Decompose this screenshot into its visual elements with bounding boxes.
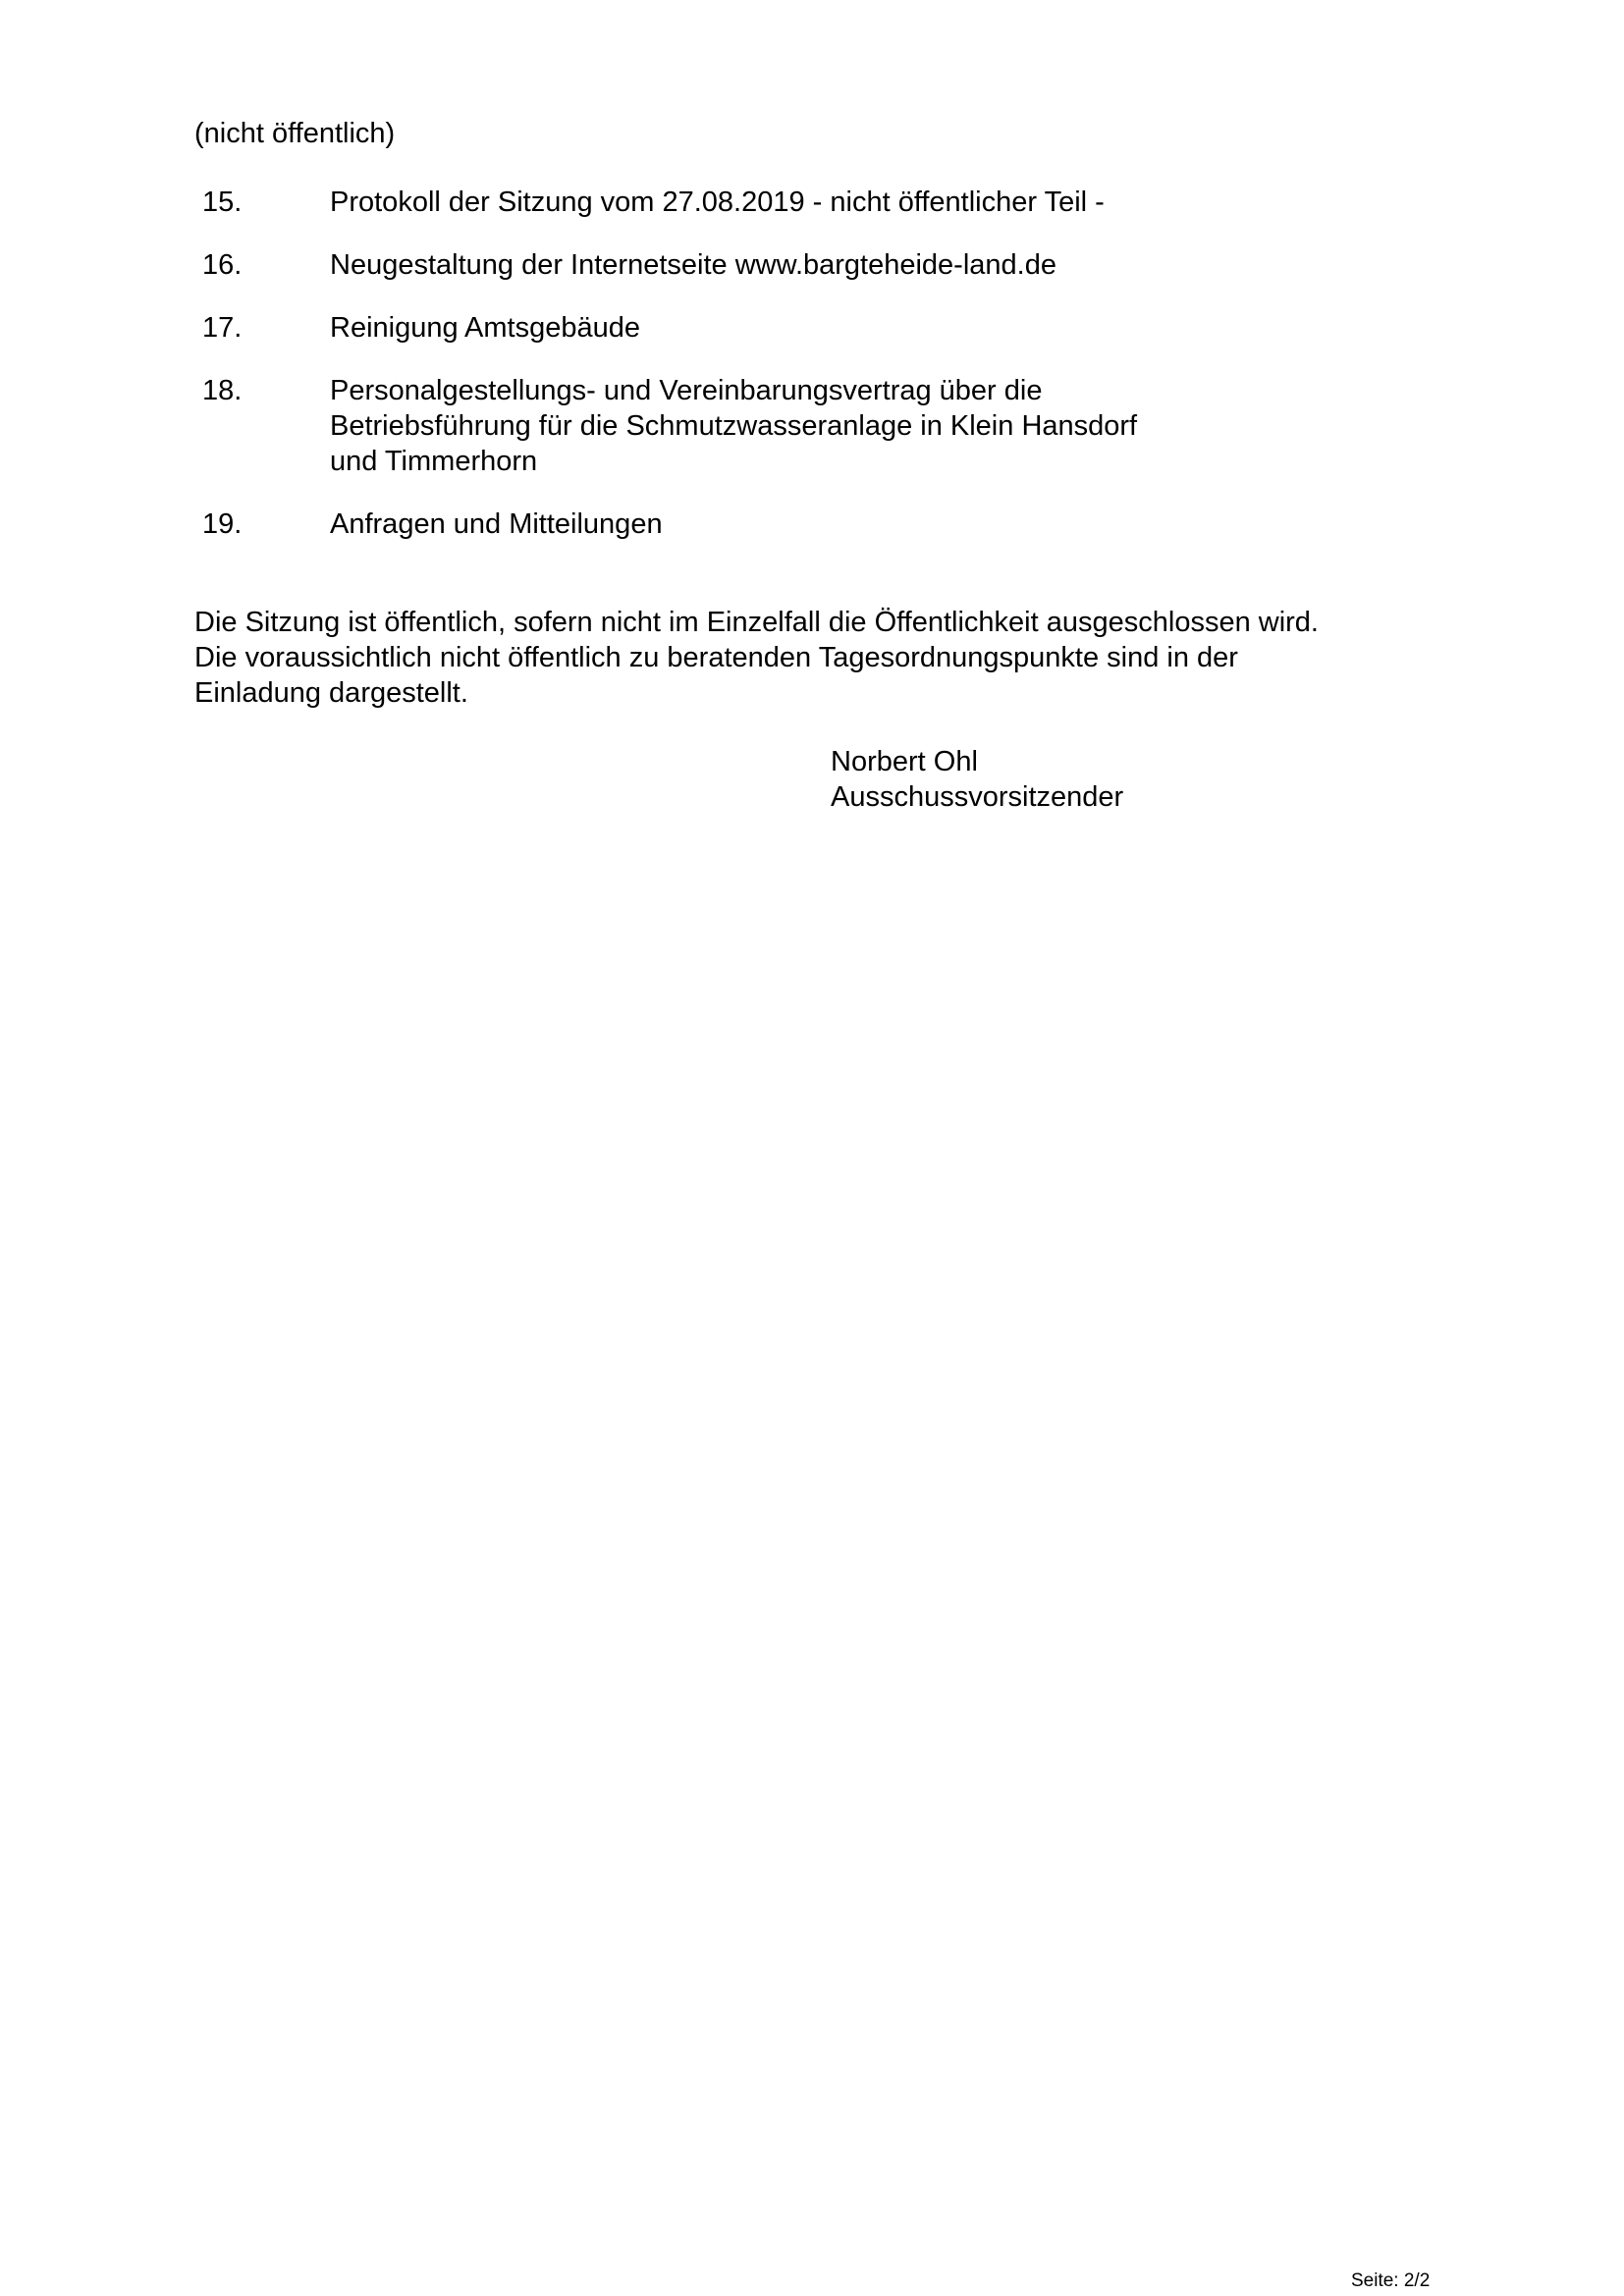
signatory-title: Ausschussvorsitzender xyxy=(831,781,1124,813)
agenda-item xyxy=(194,247,1373,283)
note-line: Die Sitzung ist öffentlich, sofern nicht im Einzelfall die Öffentlichkeit ausgeschlossen wird. xyxy=(194,607,1319,638)
agenda-item-number: 19. xyxy=(202,508,243,540)
agenda-item xyxy=(194,310,1373,346)
agenda-item xyxy=(194,507,1373,542)
agenda-item xyxy=(194,373,1373,479)
agenda-item-number: 16. xyxy=(202,249,243,281)
agenda-item-text: Neugestaltung der Internetseite www.bargteheide-land.de xyxy=(330,249,1056,281)
signatory-name: Norbert Ohl xyxy=(831,746,978,777)
agenda-list xyxy=(194,185,1373,569)
section-label: (nicht öffentlich) xyxy=(194,118,396,149)
page-number: Seite: 2/2 xyxy=(1351,2270,1431,2291)
agenda-item-text: Anfragen und Mitteilungen xyxy=(330,508,663,540)
agenda-item-text: Personalgestellungs- und Vereinbarungsvertrag über die Betriebsführung für die Schmutzwasseranlage in Klein Hansdorf und Timmerhorn xyxy=(330,375,1138,477)
agenda-item-text: Protokoll der Sitzung vom 27.08.2019 - nicht öffentlicher Teil - xyxy=(330,187,1105,218)
public-session-note xyxy=(194,605,1471,711)
agenda-item-number: 15. xyxy=(202,187,243,218)
agenda-item-number: 17. xyxy=(202,312,243,344)
agenda-item xyxy=(194,185,1373,220)
note-line: Einladung dargestellt. xyxy=(194,677,468,709)
agenda-item-text: Reinigung Amtsgebäude xyxy=(330,312,641,344)
note-line: Die voraussichtlich nicht öffentlich zu beratenden Tagesordnungspunkte sind in der xyxy=(194,642,1238,673)
agenda-item-number: 18. xyxy=(202,375,243,406)
signature-block xyxy=(831,744,1123,815)
